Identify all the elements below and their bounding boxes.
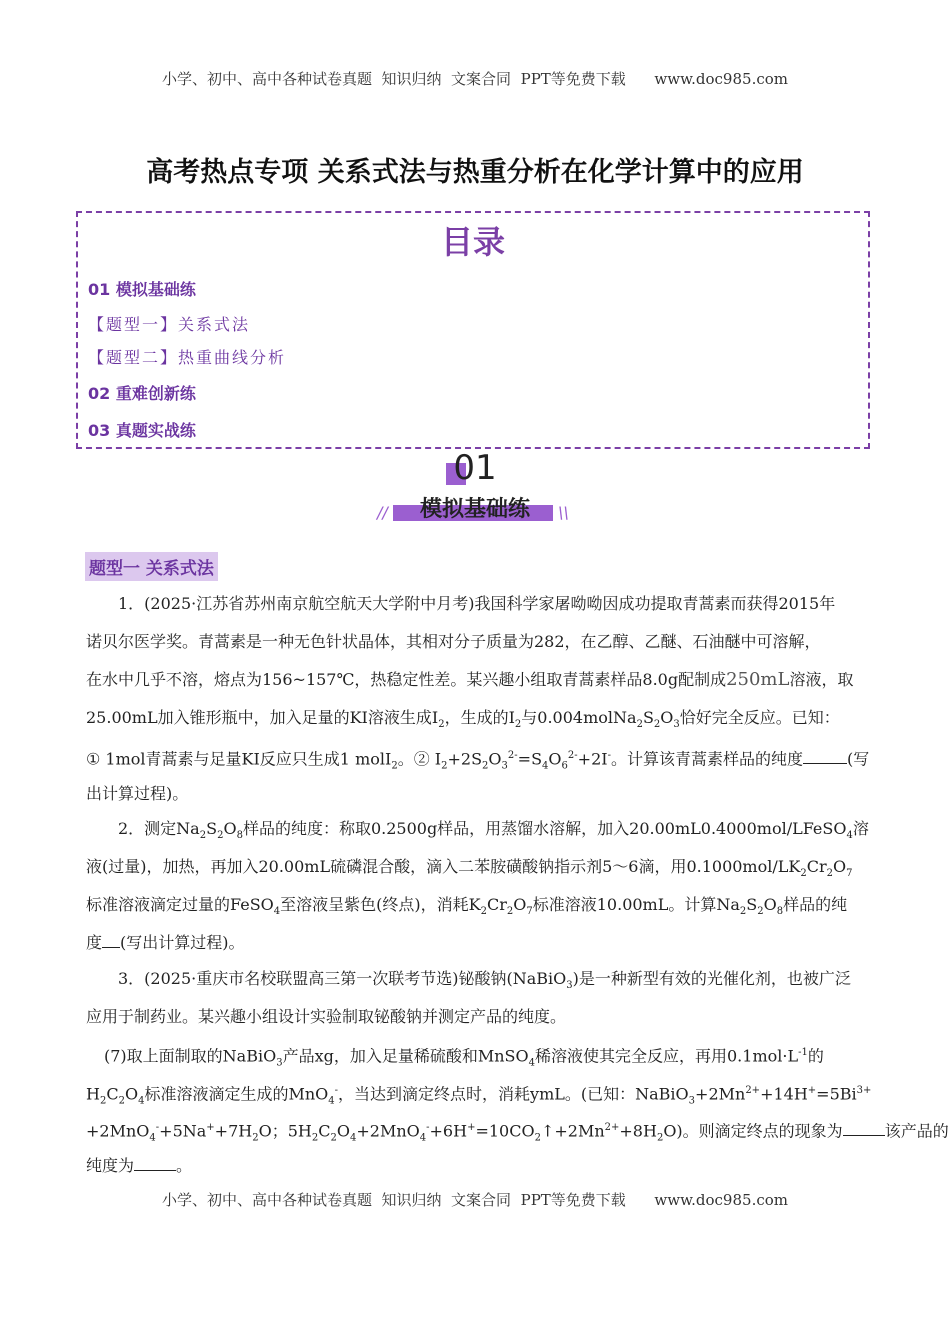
section-badge-label: 模拟基础练: [419, 497, 530, 522]
q3-line-3: (7)取上面制取的NaBiO$_3$产品xg，加入足量稀硫酸和MnSO$_4$稀溶液使其完全反应，再用$0.1mol\cdot L^{-1}$的: [104, 1046, 824, 1069]
toc-item-3[interactable]: 03 真题实战练: [88, 421, 196, 440]
q1-line-3: 在水中几乎不溶，熔点为156~157℃，热稳定性差。某兴趣小组取青蒿素样品8.0g配制成250mL溶液，取: [86, 669, 854, 690]
q3-line-1: 3．(2025·重庆市名校联盟高三第一次联考节选)铋酸钠(NaBiO$_3$)是一种新型有效的光催化剂，也被广泛: [118, 969, 851, 992]
section-heading: 题型一 关系式法: [85, 552, 218, 581]
q3-line-2: 应用于制药业。某兴趣小组设计实验制取铋酸钠并测定产品的纯度。: [86, 1007, 567, 1026]
q2-line-2: 液(过量)，加热，再加入20.00mL硫磷混合酸，滴入二苯胺磺酸钠指示剂5～6滴，用$0.1000mol/LK_2Cr_2O_7$: [86, 857, 853, 880]
q2-answer-blank[interactable]: [102, 933, 120, 948]
q3-line-6: 纯度为 。: [86, 1156, 193, 1175]
q3-answer-blank-1[interactable]: [843, 1121, 885, 1136]
q2-line-4: 度 (写出计算过程)。: [86, 933, 245, 952]
right-slash-decoration: \\: [558, 503, 569, 522]
q1-line-5: ① 1mol青蒿素与足量KI反应只生成1 molI$_2$。② $I_2+2S_2O_3^{2-}=S_4O_6^{2-}+2I^-$。计算该青蒿素样品的纯度 (写: [86, 749, 870, 772]
q1-line-6: 出计算过程)。: [86, 784, 189, 803]
page-footer: 小学、初中、高中各种试卷真题 知识归纳 文案合同 PPT等免费下载 www.doc985.com: [161, 1191, 788, 1209]
table-of-contents: [76, 211, 870, 449]
toc-item-1[interactable]: 01 模拟基础练: [88, 280, 196, 299]
toc-sub-1[interactable]: 【题型一】关系式法: [88, 315, 251, 334]
page-title: 高考热点专项 关系式法与热重分析在化学计算中的应用: [146, 157, 804, 188]
toc-title: 目录: [440, 223, 505, 261]
q1-line-1: 1．(2025·江苏省苏州南京航空航天大学附中月考)我国科学家屠呦呦因成功提取青蒿素而获得2015年: [118, 594, 836, 613]
toc-sub-2[interactable]: 【题型二】热重曲线分析: [88, 348, 287, 367]
page-header: 小学、初中、高中各种试卷真题 知识归纳 文案合同 PPT等免费下载 www.doc985.com: [161, 70, 788, 88]
q2-line-3: 标准溶液滴定过量的FeSO$_4$至溶液呈紫色(终点)，消耗$K_2Cr_2O_7$标准溶液10.00mL。计算$Na_2S_2O_8$样品的纯: [86, 895, 848, 918]
q2-line-1: 2．测定$Na_2S_2O_8$样品的纯度：称取0.2500g样品，用蒸馏水溶解，加入20.00mL0.4000mol/LFeSO$_4$溶: [118, 819, 869, 842]
q1-answer-blank[interactable]: [803, 749, 847, 764]
toc-item-2[interactable]: 02 重难创新练: [88, 384, 196, 403]
q1-line-4: 25.00mL加入锥形瓶中，加入足量的KI溶液生成$I_2$，生成的$I_2$与$0.004molNa_2S_2O_3$恰好完全反应。已知：: [86, 708, 840, 731]
q3-line-4: $H_2C_2O_4$标准溶液滴定生成的MnO$_4$-，当达到滴定终点时，消耗ymL。(已知：$NaBiO_3+2Mn^{2+}+14H^+=5Bi^{3+}$: [86, 1084, 872, 1107]
q3-answer-blank-2[interactable]: [134, 1156, 176, 1171]
left-slash-decoration: //: [377, 503, 388, 522]
q1-line-2: 诺贝尔医学奖。青蒿素是一种无色针状晶体，其相对分子质量为282，在乙醇、乙醚、石油醚中可溶解，: [86, 632, 821, 651]
section-number: 01: [453, 448, 497, 488]
q3-line-5: $+2MnO_4^-+5Na^++7H_2O$；$5H_2C_2O_4+2MnO_4^-+6H^+=10CO_2↑+2Mn^{2+}+8H_2O$)。则滴定终点的现象为 该产品的: [86, 1121, 949, 1144]
